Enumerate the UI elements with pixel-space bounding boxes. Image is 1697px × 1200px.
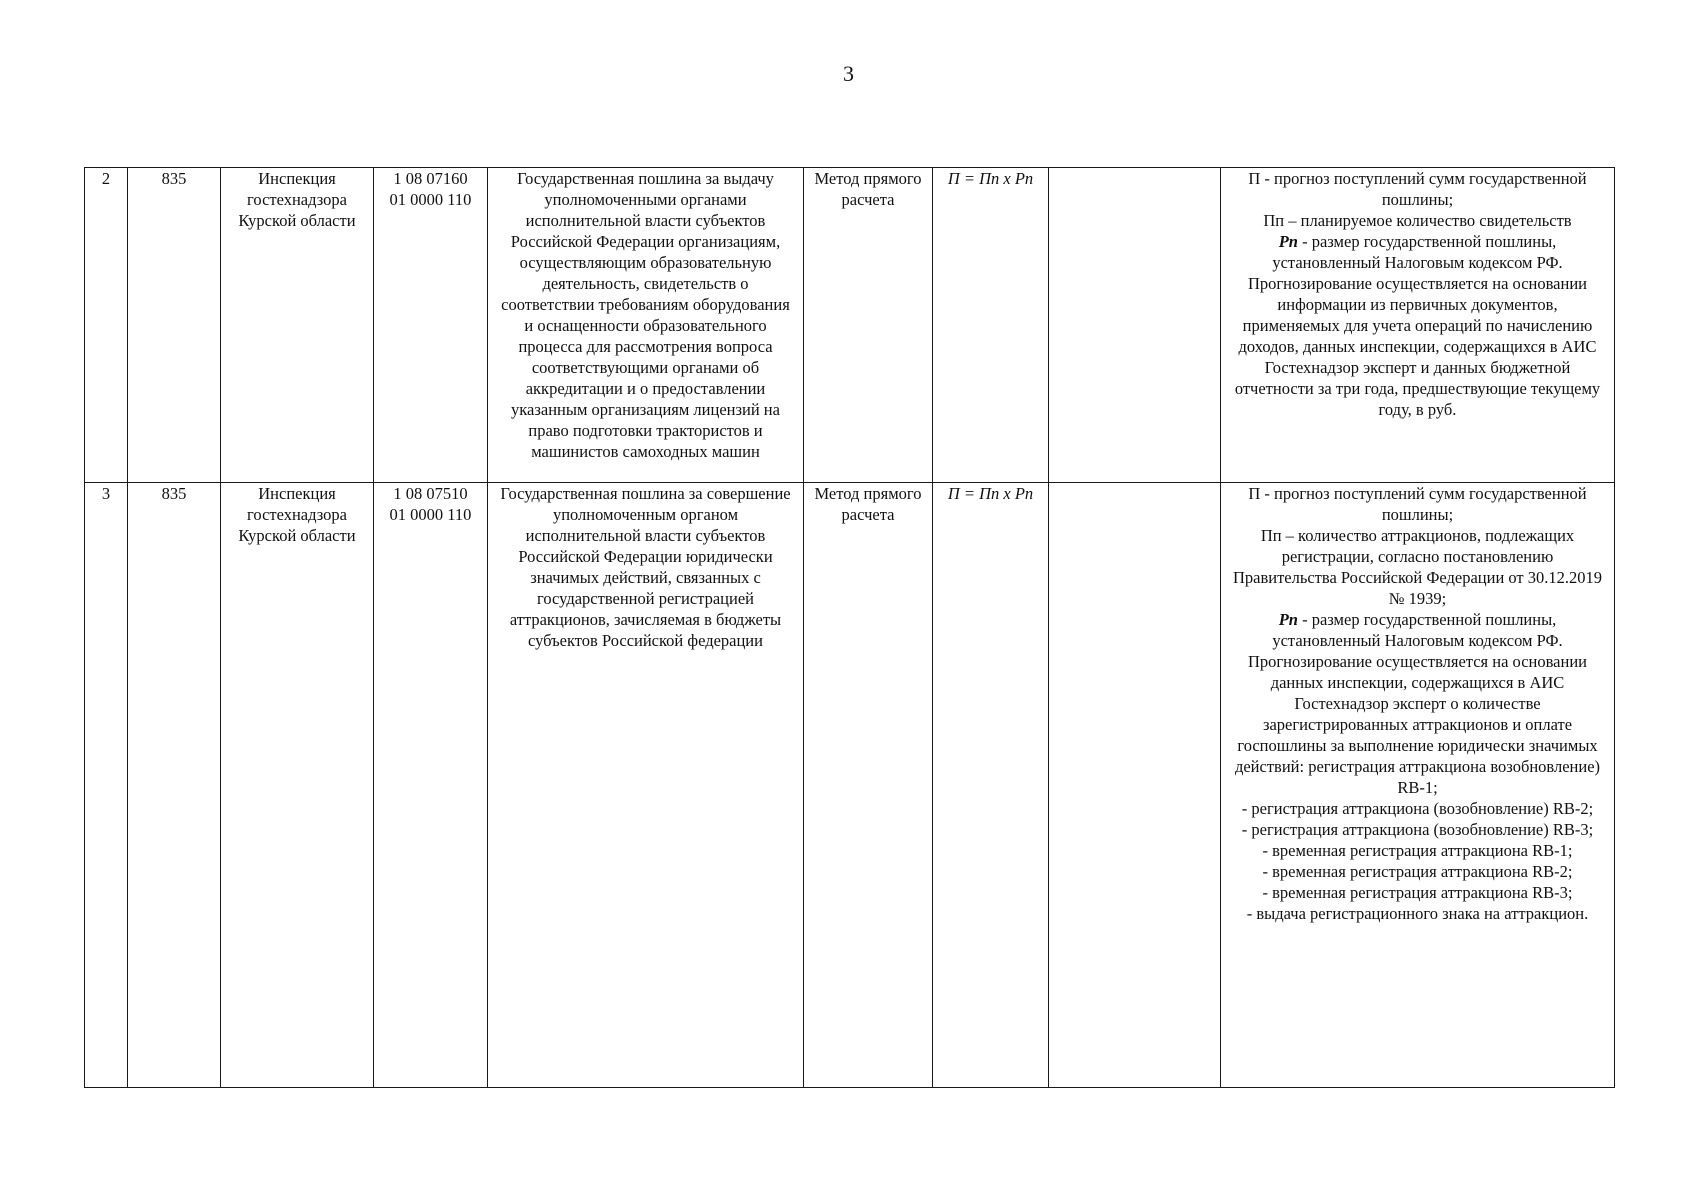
row-number: 2 [85, 168, 128, 483]
note-line: Прогнозирование осуществляется на основании данных инспекции, содержащихся в АИС Гостехнадзор эксперт о количестве зарегистрированных аттракционов и оплате госпошлины за выполнение юридически значимых действий: регистрация аттракциона возобновление) RB-1; [1234, 652, 1601, 797]
note-line [1229, 609, 1606, 651]
note-line: П - прогноз поступлений сумм государственной пошлины; [1248, 169, 1587, 209]
rp-definition: - размер государственной пошлины, установленный Налоговым кодексом РФ. [1272, 232, 1563, 272]
calculation-notes [1221, 168, 1615, 483]
note-line: - регистрация аттракциона (возобновление) RB-2; [1241, 799, 1594, 818]
budget-classification-code [374, 483, 488, 1088]
calculation-method: Метод прямого расчета [804, 168, 933, 483]
organization-name: Инспекция гостехнадзора Курской области [221, 168, 374, 483]
admin-code: 835 [128, 483, 221, 1088]
organization-name: Инспекция гостехнадзора Курской области [221, 483, 374, 1088]
kbk-part-2: 01 0000 110 [389, 190, 472, 209]
rp-definition: - размер государственной пошлины, установленный Налоговым кодексом РФ. [1272, 610, 1563, 650]
rp-symbol: Рп [1278, 232, 1298, 251]
calculation-formula: П = Пп х Рп [933, 483, 1049, 1088]
note-line: Пп – количество аттракционов, подлежащих регистрации, согласно постановлению Правительства Российской Федерации от 30.12.2019 № 1939; [1232, 526, 1603, 608]
revenue-forecast-table [84, 167, 1615, 1088]
calculation-notes [1221, 483, 1615, 1088]
note-line: П - прогноз поступлений сумм государственной пошлины; [1248, 484, 1587, 524]
calculation-formula: П = Пп х Рп [933, 168, 1049, 483]
page-number: 3 [843, 61, 854, 86]
rp-symbol: Рп [1278, 610, 1298, 629]
note-line: - выдача регистрационного знака на аттракцион. [1246, 904, 1589, 923]
kbk-part-1: 1 08 07510 [393, 484, 468, 503]
note-line: - временная регистрация аттракциона RB-1; [1262, 841, 1573, 860]
empty-cell [1049, 168, 1221, 483]
budget-classification-code [374, 168, 488, 483]
row-number: 3 [85, 483, 128, 1088]
empty-cell [1049, 483, 1221, 1088]
table-row [85, 483, 1615, 1088]
kbk-part-2: 01 0000 110 [389, 505, 472, 524]
revenue-description: Государственная пошлина за выдачу уполномоченными органами исполнительной власти субъектов Российской Федерации организациям, осуществляющим образовательную деятельность, свидетельств о соответствии требованиям оборудования и оснащенности образовательного процесса для рассмотрения вопроса соответствующими органами об аккредитации и о предоставлении указанным организациям лицензий на право подготовки трактористов и машинистов самоходных машин [488, 168, 804, 483]
note-line: - регистрация аттракциона (возобновление) RB-3; [1241, 820, 1594, 839]
note-line: - временная регистрация аттракциона RB-3; [1262, 883, 1573, 902]
note-line: Пп – планируемое количество свидетельств [1263, 211, 1572, 230]
kbk-part-1: 1 08 07160 [393, 169, 468, 188]
revenue-description: Государственная пошлина за совершение уполномоченным органом исполнительной власти субъектов Российской Федерации юридически значимых действий, связанных с государственной регистрацией аттракционов, зачисляемая в бюджеты субъектов Российской федерации [488, 483, 804, 1088]
note-line: Прогнозирование осуществляется на основании информации из первичных документов, применяемых для учета операций по начислению доходов, данных инспекции, содержащихся в АИС Гостехнадзор эксперт и данных бюджетной отчетности за три года, предшествующие текущему году, в руб. [1234, 274, 1601, 419]
note-line [1229, 231, 1606, 273]
note-line: - временная регистрация аттракциона RB-2; [1262, 862, 1573, 881]
calculation-method: Метод прямого расчета [804, 483, 933, 1088]
table-row [85, 168, 1615, 483]
admin-code: 835 [128, 168, 221, 483]
